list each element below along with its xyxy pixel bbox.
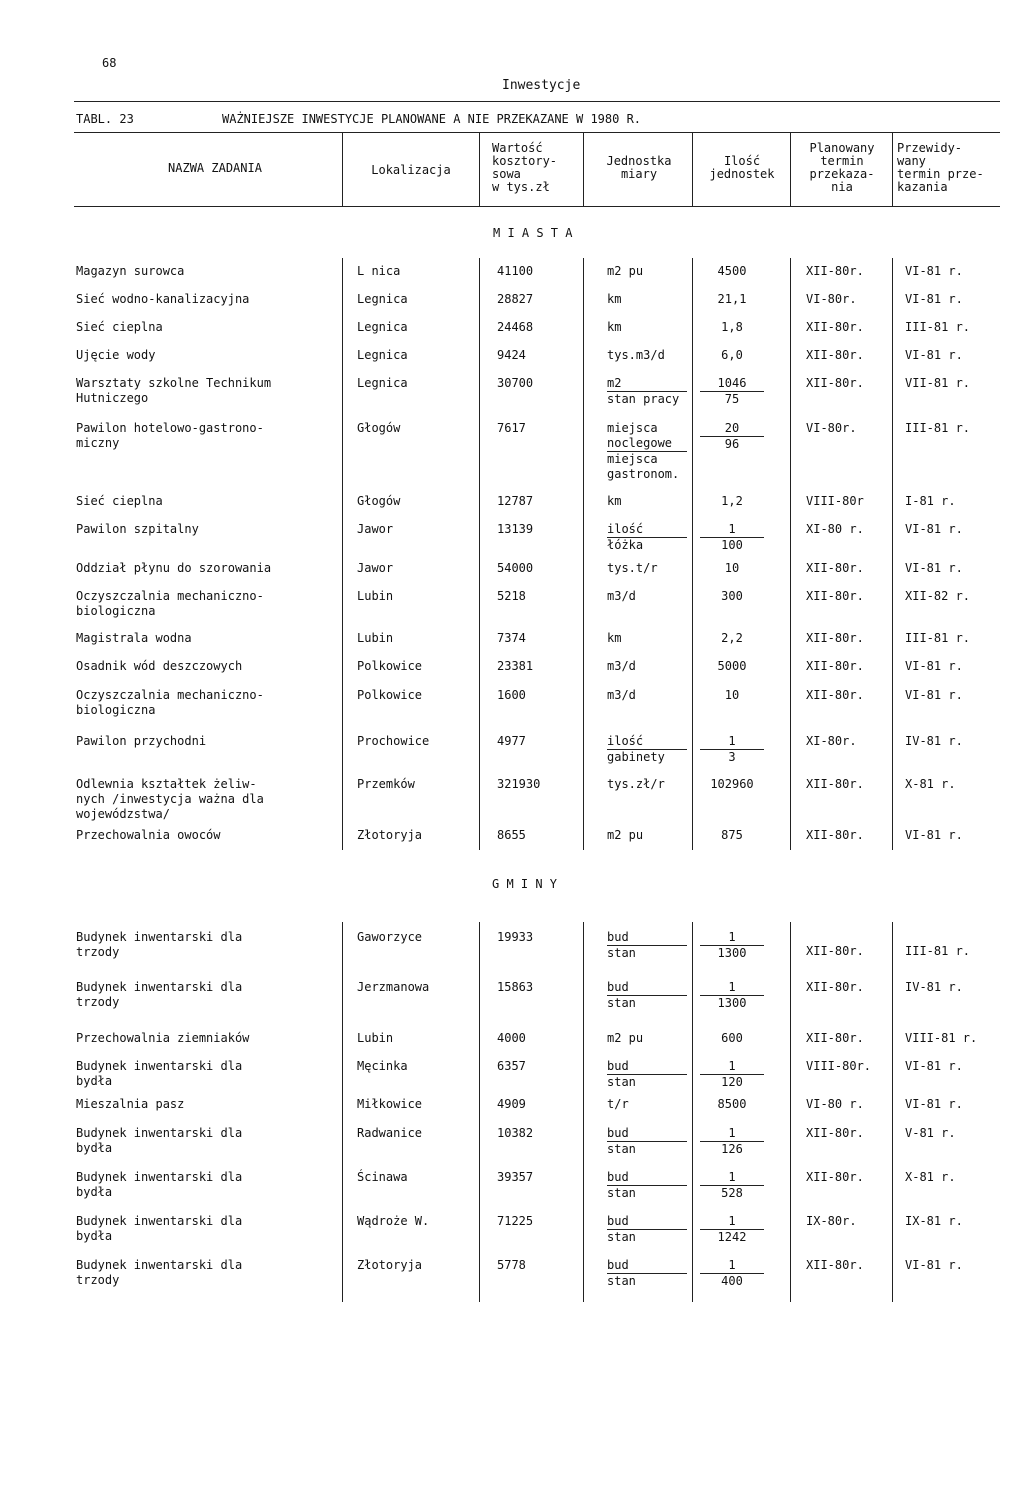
row-unit-denominator: stan [607, 1186, 636, 1200]
col-header-planned-line: przekaza- [809, 167, 875, 181]
row-planned-date: VI-80 r. [806, 1097, 864, 1111]
row-quantity-denominator: 120 [721, 1075, 743, 1089]
row-location: Radwanice [357, 1126, 423, 1140]
row-expected-date: I-81 r. [905, 494, 956, 508]
row-cost: 4909 [497, 1097, 526, 1111]
row-unit: km [607, 320, 622, 334]
row-expected-date: IX-81 r. [905, 1214, 963, 1228]
row-expected-date: III-81 r. [905, 944, 971, 958]
row-unit: m3/d [607, 659, 636, 673]
row-planned-date: VI-80r. [806, 292, 857, 306]
row-planned-date: XII-80r. [806, 631, 864, 645]
row-quantity: 20 [700, 421, 764, 437]
row-quantity: 600 [721, 1031, 743, 1045]
row-quantity: 1 [700, 1258, 764, 1274]
row-unit: m2 [607, 376, 687, 392]
row-cost: 12787 [497, 494, 534, 508]
row-quantity: 875 [721, 828, 743, 842]
row-quantity: 5000 [717, 659, 747, 673]
row-unit: m3/d [607, 589, 636, 603]
row-unit: miejsca [607, 421, 658, 435]
row-quantity-fraction [700, 522, 764, 553]
row-name: Sieć cieplna [76, 320, 163, 334]
row-cost: 5218 [497, 589, 526, 603]
col-header-unit-line: miary [620, 167, 658, 181]
row-planned-date: VI-80r. [806, 421, 857, 435]
row-name: Mieszalnia pasz [76, 1097, 185, 1111]
header-bottom-rule [74, 206, 1000, 207]
row-expected-date: VI-81 r. [905, 1059, 963, 1073]
row-planned-date: XII-80r. [806, 264, 864, 278]
body-divider [692, 258, 693, 850]
body-divider [790, 258, 791, 850]
row-unit: bud [607, 1214, 687, 1230]
col-header-expected-line: kazania [897, 180, 948, 194]
header-divider [892, 132, 893, 207]
row-quantity-denominator: 96 [724, 437, 740, 451]
row-expected-date: VI-81 r. [905, 292, 963, 306]
row-quantity-denominator: 75 [724, 392, 740, 406]
row-unit-denominator: gabinety [607, 750, 665, 764]
col-header-name: NAZWA ZADANIA [168, 161, 262, 175]
row-name: Warsztaty szkolne Technikum [76, 376, 272, 390]
row-quantity-fraction [700, 1126, 764, 1157]
row-planned-date: XII-80r. [806, 1126, 864, 1140]
row-cost: 28827 [497, 292, 534, 306]
header-divider [790, 132, 791, 207]
row-planned-date: XII-80r. [806, 688, 864, 702]
row-unit: km [607, 494, 622, 508]
row-unit: bud [607, 930, 687, 946]
row-planned-date: XI-80 r. [806, 522, 864, 536]
row-unit-denominator: stan [607, 996, 636, 1010]
row-cost: 8655 [497, 828, 526, 842]
header-divider [342, 132, 343, 207]
row-unit-denominator: stan [607, 1075, 636, 1089]
row-location: Jawor [357, 522, 394, 536]
row-planned-date: VIII-80r [806, 494, 864, 508]
row-planned-date: IX-80r. [806, 1214, 857, 1228]
row-location: Prochowice [357, 734, 430, 748]
row-name: Magistrala wodna [76, 631, 192, 645]
row-planned-date: XII-80r. [806, 348, 864, 362]
row-unit-line-4: gastronom. [607, 467, 680, 481]
row-planned-date: XII-80r. [806, 561, 864, 575]
row-unit-line-2: noclegowe [607, 436, 687, 452]
row-planned-date: VIII-80r. [806, 1059, 872, 1073]
row-name: Budynek inwentarski dla [76, 980, 243, 994]
row-unit: m2 pu [607, 264, 644, 278]
table-title: WAŻNIEJSZE INWESTYCJE PLANOWANE A NIE PRZEKAZANE W 1980 R. [222, 112, 642, 126]
col-header-cost-line: kosztory- [492, 154, 558, 168]
row-quantity-fraction [700, 980, 764, 1011]
row-name-continued: miczny [76, 436, 120, 450]
row-unit: t/r [607, 1097, 629, 1111]
row-quantity: 300 [721, 589, 743, 603]
col-header-quantity-line: Ilość [723, 154, 761, 168]
row-expected-date: VI-81 r. [905, 561, 963, 575]
row-location: Polkowice [357, 659, 423, 673]
row-expected-date: XII-82 r. [905, 589, 971, 603]
col-header-expected-date [897, 142, 1001, 194]
row-quantity-fraction [700, 734, 764, 765]
row-quantity-denominator: 1242 [717, 1230, 747, 1244]
row-name: Magazyn surowca [76, 264, 185, 278]
row-expected-date: X-81 r. [905, 1170, 956, 1184]
row-location: Polkowice [357, 688, 423, 702]
row-expected-date: VIII-81 r. [905, 1031, 978, 1045]
row-expected-date: VI-81 r. [905, 688, 963, 702]
row-quantity: 2,2 [721, 631, 743, 645]
body-divider [583, 922, 584, 1302]
row-expected-date: III-81 r. [905, 421, 971, 435]
row-name: Oczyszczalnia mechaniczno- [76, 589, 264, 603]
row-name: Przechowalnia ziemniaków [76, 1031, 250, 1045]
row-quantity-fraction [700, 421, 764, 452]
row-expected-date: IV-81 r. [905, 734, 963, 748]
row-unit: tys.m3/d [607, 348, 665, 362]
row-location: Legnica [357, 376, 408, 390]
row-cost: 4977 [497, 734, 526, 748]
row-expected-date: III-81 r. [905, 631, 971, 645]
col-header-cost-line: Wartość [492, 141, 543, 155]
row-quantity: 1 [700, 1059, 764, 1075]
row-cost: 54000 [497, 561, 534, 575]
row-planned-date: XII-80r. [806, 828, 864, 842]
row-name: Osadnik wód deszczowych [76, 659, 243, 673]
row-name: Oddział płynu do szorowania [76, 561, 272, 575]
row-quantity-denominator: 126 [721, 1142, 743, 1156]
row-name: Budynek inwentarski dla [76, 1170, 243, 1184]
row-quantity-fraction [700, 1258, 764, 1289]
row-name: Pawilon hotelowo-gastrono- [76, 421, 264, 435]
row-location: Złotoryja [357, 828, 423, 842]
row-planned-date: XII-80r. [806, 980, 864, 994]
row-expected-date: VI-81 r. [905, 1258, 963, 1272]
row-cost: 13139 [497, 522, 534, 536]
row-name: Oczyszczalnia mechaniczno- [76, 688, 264, 702]
row-planned-date: XII-80r. [806, 376, 864, 390]
section-heading-cities: M I A S T A [493, 226, 573, 240]
row-quantity: 6,0 [721, 348, 743, 362]
row-unit: m3/d [607, 688, 636, 702]
row-cost: 7374 [497, 631, 526, 645]
body-divider [790, 922, 791, 1302]
row-name: Budynek inwentarski dla [76, 930, 243, 944]
row-planned-date: XI-80r. [806, 734, 857, 748]
row-quantity: 102960 [710, 777, 754, 791]
row-unit: m2 pu [607, 1031, 644, 1045]
row-quantity: 1 [700, 734, 764, 750]
row-location: Głogów [357, 494, 401, 508]
row-expected-date: VI-81 r. [905, 264, 963, 278]
row-name: Budynek inwentarski dla [76, 1258, 243, 1272]
col-header-cost-line: sowa [492, 167, 521, 181]
page-number: 68 [102, 56, 117, 70]
row-expected-date: VI-81 r. [905, 1097, 963, 1111]
row-name-continued: biologiczna [76, 703, 156, 717]
row-name: Sieć wodno-kanalizacyjna [76, 292, 250, 306]
body-divider [692, 922, 693, 1302]
row-quantity: 21,1 [717, 292, 747, 306]
row-expected-date: VI-81 r. [905, 828, 963, 842]
row-name-continued: wojewódzstwa/ [76, 807, 170, 821]
row-unit: ilość [607, 522, 687, 538]
col-header-quantity [694, 155, 790, 181]
body-divider [342, 258, 343, 850]
row-cost: 71225 [497, 1214, 534, 1228]
row-quantity: 4500 [717, 264, 747, 278]
row-location: Przemków [357, 777, 415, 791]
row-planned-date: XII-80r. [806, 1170, 864, 1184]
row-planned-date: XII-80r. [806, 320, 864, 334]
row-unit-denominator: stan [607, 946, 636, 960]
row-cost: 19933 [497, 930, 534, 944]
row-cost: 1600 [497, 688, 526, 702]
row-quantity-fraction [700, 1170, 764, 1201]
section-title: Inwestycje [502, 78, 581, 93]
row-location: Legnica [357, 292, 408, 306]
row-name-continued: Hutniczego [76, 391, 149, 405]
row-location: L nica [357, 264, 401, 278]
row-location: Głogów [357, 421, 401, 435]
row-name-continued: trzody [76, 1273, 120, 1287]
row-expected-date: III-81 r. [905, 320, 971, 334]
row-expected-date: VI-81 r. [905, 348, 963, 362]
row-quantity-fraction [700, 1214, 764, 1245]
header-divider [479, 132, 480, 207]
row-unit-denominator: łóżka [607, 538, 644, 552]
row-planned-date: XII-80r. [806, 1258, 864, 1272]
col-header-quantity-line: jednostek [709, 167, 775, 181]
row-name: Budynek inwentarski dla [76, 1059, 243, 1073]
col-header-unit [586, 155, 692, 181]
row-quantity-denominator: 3 [728, 750, 736, 764]
row-quantity-denominator: 1300 [717, 996, 747, 1010]
table-label: TABL. 23 [76, 112, 134, 126]
row-cost: 39357 [497, 1170, 534, 1184]
row-cost: 5778 [497, 1258, 526, 1272]
top-rule [74, 101, 1000, 102]
row-quantity: 1,8 [721, 320, 743, 334]
row-location: Legnica [357, 348, 408, 362]
row-expected-date: V-81 r. [905, 1126, 956, 1140]
col-header-cost-line: w tys.zł [492, 180, 550, 194]
section-heading-communes: G M I N Y [492, 877, 558, 891]
row-location: Jerzmanowa [357, 980, 430, 994]
row-name: Ujęcie wody [76, 348, 156, 362]
row-name: Budynek inwentarski dla [76, 1214, 243, 1228]
row-unit: tys.zł/r [607, 777, 665, 791]
row-location: Wądroże W. [357, 1214, 430, 1228]
row-unit-denominator: stan [607, 1142, 636, 1156]
row-name-continued: bydła [76, 1074, 113, 1088]
row-expected-date: VI-81 r. [905, 522, 963, 536]
row-quantity: 10 [724, 688, 740, 702]
col-header-unit-line: Jednostka [606, 154, 672, 168]
row-planned-date: XII-80r. [806, 1031, 864, 1045]
row-unit: bud [607, 1170, 687, 1186]
row-unit-denominator: stan [607, 1230, 636, 1244]
row-cost: 10382 [497, 1126, 534, 1140]
row-unit: bud [607, 1258, 687, 1274]
row-name-continued: nych /inwestycja ważna dla [76, 792, 264, 806]
row-cost: 30700 [497, 376, 534, 390]
col-header-cost [482, 142, 592, 194]
row-unit: bud [607, 1059, 687, 1075]
col-header-location: Lokalizacja [371, 163, 451, 177]
row-quantity: 1,2 [721, 494, 743, 508]
body-divider [342, 922, 343, 1302]
row-planned-date: XII-80r. [806, 659, 864, 673]
row-unit-denominator: stan [607, 1274, 636, 1288]
row-unit: km [607, 292, 622, 306]
row-quantity: 1046 [700, 376, 764, 392]
row-planned-date: XII-80r. [806, 777, 864, 791]
row-quantity: 1 [700, 1214, 764, 1230]
row-cost: 321930 [497, 777, 541, 791]
row-location: Ścinawa [357, 1170, 408, 1184]
row-location: Lubin [357, 1031, 394, 1045]
row-quantity: 8500 [717, 1097, 747, 1111]
header-divider [692, 132, 693, 207]
row-quantity: 1 [700, 930, 764, 946]
row-name-continued: bydła [76, 1141, 113, 1155]
row-expected-date: VI-81 r. [905, 659, 963, 673]
row-cost: 9424 [497, 348, 526, 362]
row-quantity: 1 [700, 1170, 764, 1186]
col-header-planned-line: nia [831, 180, 853, 194]
row-name: Pawilon przychodni [76, 734, 207, 748]
row-unit-line-3: miejsca [607, 452, 658, 466]
row-quantity-denominator: 400 [721, 1274, 743, 1288]
row-expected-date: X-81 r. [905, 777, 956, 791]
row-cost: 6357 [497, 1059, 526, 1073]
body-divider [479, 258, 480, 850]
body-divider [892, 922, 893, 1302]
row-quantity: 10 [724, 561, 740, 575]
col-header-planned-line: Planowany [809, 141, 875, 155]
row-cost: 24468 [497, 320, 534, 334]
row-unit: tys.t/r [607, 561, 658, 575]
row-quantity-fraction [700, 930, 764, 961]
row-location: Lubin [357, 631, 394, 645]
row-unit-denominator: stan pracy [607, 392, 680, 406]
col-header-expected-line: termin prze- [897, 167, 984, 181]
row-quantity-denominator: 528 [721, 1186, 743, 1200]
row-unit: bud [607, 1126, 687, 1142]
row-quantity-fraction [700, 1059, 764, 1090]
row-expected-date: IV-81 r. [905, 980, 963, 994]
row-name-continued: trzody [76, 945, 120, 959]
row-quantity-fraction [700, 376, 764, 407]
col-header-planned-line: termin [820, 154, 864, 168]
row-location: Złotoryja [357, 1258, 423, 1272]
row-cost: 4000 [497, 1031, 526, 1045]
row-expected-date: VII-81 r. [905, 376, 971, 390]
col-header-planned-date [794, 142, 890, 194]
row-location: Legnica [357, 320, 408, 334]
row-location: Miłkowice [357, 1097, 423, 1111]
row-location: Lubin [357, 589, 394, 603]
body-divider [583, 258, 584, 850]
row-planned-date: XII-80r. [806, 944, 864, 958]
row-quantity: 1 [700, 1126, 764, 1142]
row-cost: 23381 [497, 659, 534, 673]
row-name: Przechowalnia owoców [76, 828, 221, 842]
row-location: Gaworzyce [357, 930, 423, 944]
row-planned-date: XII-80r. [806, 589, 864, 603]
row-unit: m2 pu [607, 828, 644, 842]
body-divider [892, 258, 893, 850]
row-unit: km [607, 631, 622, 645]
col-header-expected-line: Przewidy- [897, 141, 963, 155]
row-name-continued: bydła [76, 1229, 113, 1243]
row-quantity: 1 [700, 980, 764, 996]
row-location: Męcinka [357, 1059, 408, 1073]
row-name: Sieć cieplna [76, 494, 163, 508]
header-top-rule [74, 132, 1000, 133]
row-name-continued: bydła [76, 1185, 113, 1199]
row-cost: 41100 [497, 264, 534, 278]
row-cost: 7617 [497, 421, 526, 435]
row-name-continued: trzody [76, 995, 120, 1009]
body-divider [479, 922, 480, 1302]
row-name-continued: biologiczna [76, 604, 156, 618]
row-name: Pawilon szpitalny [76, 522, 199, 536]
row-quantity-denominator: 1300 [717, 946, 747, 960]
row-unit: bud [607, 980, 687, 996]
col-header-expected-line: wany [897, 154, 926, 168]
row-name: Budynek inwentarski dla [76, 1126, 243, 1140]
row-unit: ilość [607, 734, 687, 750]
row-name: Odlewnia kształtek żeliw- [76, 777, 257, 791]
row-quantity: 1 [700, 522, 764, 538]
row-quantity-denominator: 100 [721, 538, 743, 552]
row-cost: 15863 [497, 980, 534, 994]
row-location: Jawor [357, 561, 394, 575]
